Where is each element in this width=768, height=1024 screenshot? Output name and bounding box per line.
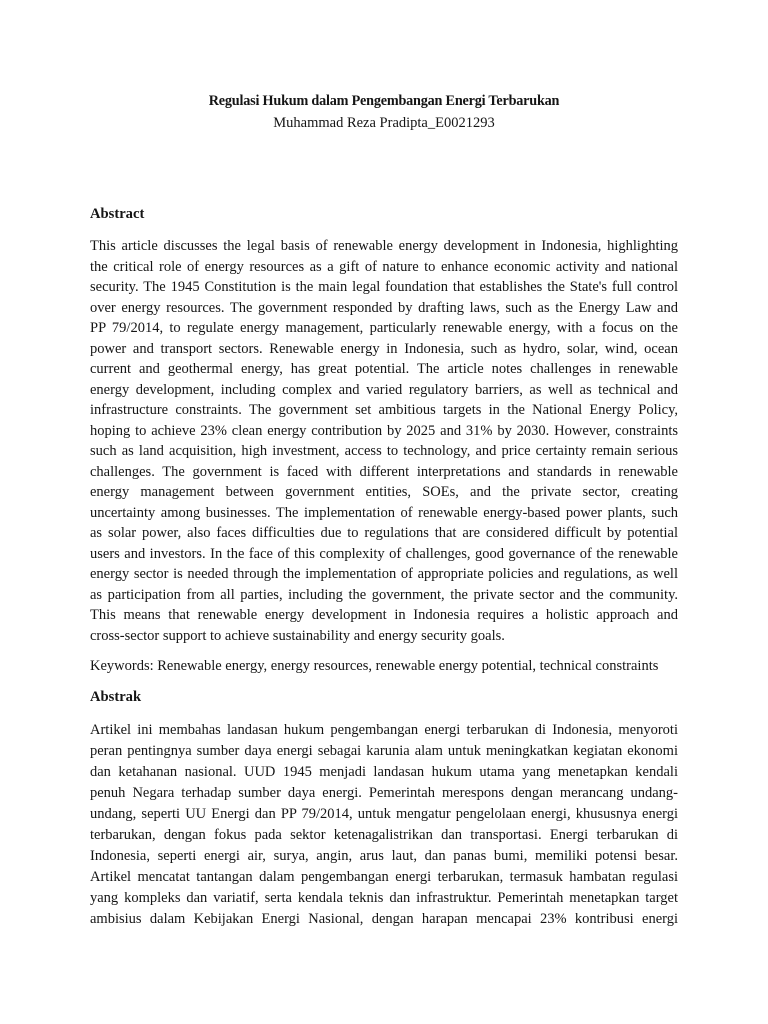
abstract-line: as participation from all parties, including the government, the private sector and the community. — [90, 586, 678, 603]
abstrak-line: undang, seperti UU Energi dan PP 79/2014, untuk mengatur pengelolaan energi, khususnya energi — [90, 806, 678, 822]
abstract-line: security. The 1945 Constitution is the main legal foundation that establishes the State's full control — [90, 279, 678, 295]
document-title: Regulasi Hukum dalam Pengembangan Energi Terbarukan — [208, 93, 560, 109]
abstract-line: This article discusses the legal basis of renewable energy development in Indonesia, highlighting — [90, 238, 678, 254]
abstract-line: cross-sector support to achieve sustainability and energy security goals. — [90, 627, 505, 644]
abstract-heading: Abstract — [90, 206, 145, 222]
abstract-line: infrastructure constraints. The government set ambitious targets in the National Energy Policy, — [90, 402, 678, 418]
abstrak-heading: Abstrak — [90, 689, 142, 705]
author-line: Muhammad Reza Pradipta_E0021293 — [273, 115, 495, 131]
abstrak-line: Indonesia, seperti energi air, surya, angin, arus laut, dan panas bumi, memiliki potensi besar. — [90, 848, 678, 864]
abstrak-paragraph — [90, 720, 678, 930]
abstrak-line: peran pentingnya sumber daya energi sebagai karunia alam untuk meningkatkan kegiatan ekonomi — [90, 743, 678, 759]
abstrak-line: Artikel ini membahas landasan hukum pengembangan energi terbarukan di Indonesia, menyoroti — [90, 722, 678, 738]
keywords-line: Keywords: Renewable energy, energy resources, renewable energy potential, technical constraints — [90, 658, 659, 674]
abstract-line: current and geothermal energy, has great potential. The article notes challenges in renewable — [90, 361, 678, 377]
abstract-line: such as land acquisition, high investment, access to technology, and price certainty remain serious — [90, 443, 678, 459]
abstract-line: energy development, including complex and varied regulatory barriers, as well as technical and — [90, 381, 678, 398]
abstract-line: uncertainty among businesses. The implementation of renewable energy-based power plants, such — [90, 504, 678, 521]
abstrak-line: yang kompleks dan variatif, serta kendala teknis dan infrastruktur. Pemerintah menetapkan target — [90, 890, 678, 906]
abstrak-line: ambisius dalam Kebijakan Energi Nasional, dengan harapan mencapai 23% kontribusi energi — [90, 911, 678, 927]
abstract-line: the critical role of energy resources as a gift of nature to enhance economic activity and national — [90, 258, 678, 275]
abstract-paragraph — [90, 236, 678, 646]
abstract-line: power and transport sectors. Renewable energy in Indonesia, such as hydro, solar, wind, ocean — [90, 340, 678, 357]
abstract-line: energy management between government entities, SOEs, and the private sector, creating — [90, 484, 678, 500]
abstrak-line: dan ketahanan nasional. UUD 1945 menjadi landasan hukum utama yang menetapkan kendali — [90, 764, 678, 780]
abstrak-line: terbarukan, dengan fokus pada sektor ketenagalistrikan dan transportasi. Energi terbarukan di — [90, 827, 678, 843]
abstract-line: This means that renewable energy development in Indonesia requires a holistic approach and — [90, 607, 678, 623]
abstract-line: users and investors. In the face of this complexity of challenges, good governance of the renewable — [90, 545, 678, 562]
abstract-line: over energy resources. The government responded by drafting laws, such as the Energy Law and — [90, 299, 678, 316]
abstract-line: PP 79/2014, to regulate energy management, particularly renewable energy, with a focus on the — [90, 320, 678, 336]
abstrak-line: Artikel mencatat tantangan dalam pengembangan energi terbarukan, termasuk hambatan regulasi — [90, 869, 678, 885]
abstract-line: as solar power, also faces difficulties due to regulations that are considered difficult by potential — [90, 525, 678, 541]
abstract-line: hoping to achieve 23% clean energy contribution by 2025 and 31% by 2030. However, constraints — [90, 422, 678, 439]
abstrak-line: penuh Negara terhadap sumber daya energi. Pemerintah merespons dengan merancang undang- — [90, 785, 678, 801]
abstract-line: challenges. The government is faced with different interpretations and standards in renewable — [90, 463, 678, 480]
abstract-line: energy sector is needed through the implementation of appropriate policies and regulations, as well — [90, 566, 678, 582]
